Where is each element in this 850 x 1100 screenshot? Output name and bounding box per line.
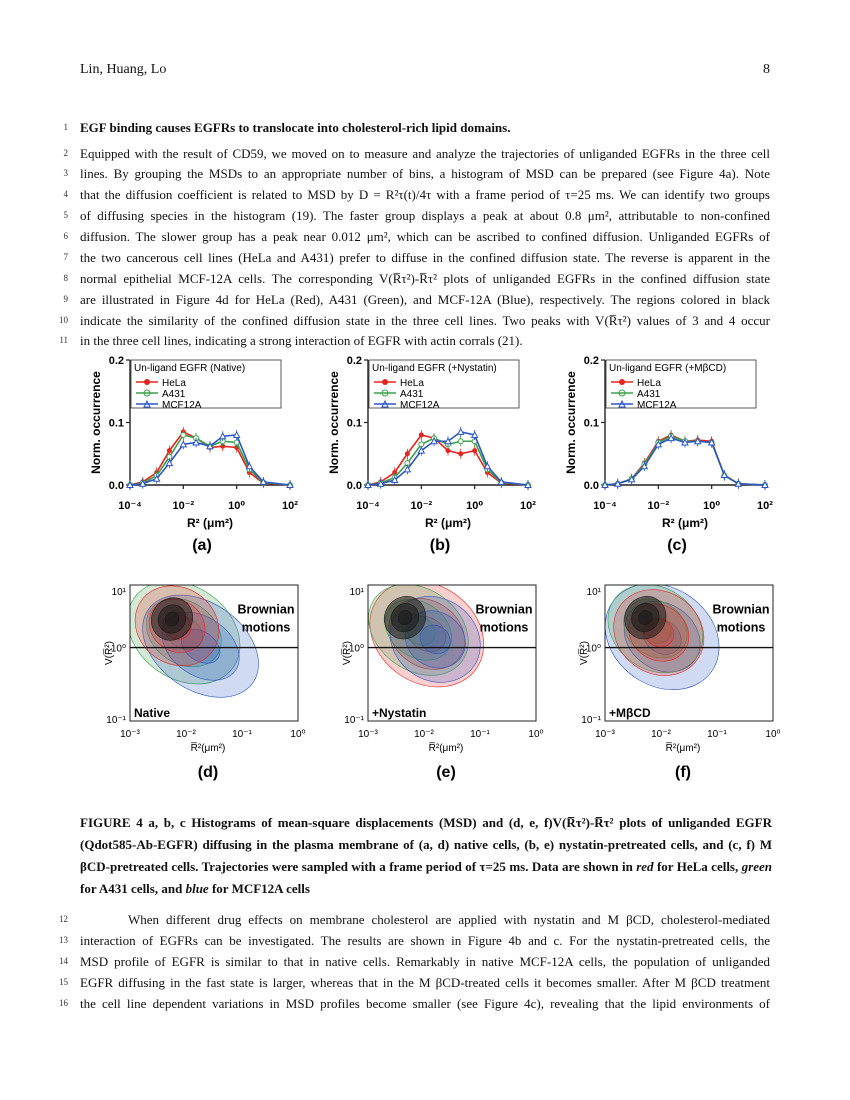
data-point [181,433,186,438]
x-tick-label: 10⁻⁴ [593,500,617,512]
text-line: are illustrated in Figure 4d for HeLa (Red), A431 (Green), and MCF-12A (Blue), respectively. The regions colored in black [80,292,770,307]
text-line: Equipped with the result of CD59, we moved on to measure and analyze the trajectories of unliganded EGFRs in the three cell [80,146,770,161]
panel-label: (f) [675,764,691,781]
caption-blue-word: blue [185,881,209,896]
brownian-label: motions [241,620,291,635]
x-tick-label: 10⁰ [528,729,544,740]
panel-label: (e) [436,764,456,781]
text-line: MSD profile of EGFR is similar to that in native cells. Remarkably in native MCF-12A cells, the population of unliganded [80,954,770,969]
text-line: in the three cell lines, indicating a strong interaction of EGFR with actin corrals (21). [80,333,523,348]
figure-4-svg [78,350,781,790]
line-number: 13 [59,935,68,945]
y-tick-label: 0.0 [583,480,599,492]
y-tick-label: 10⁻¹ [106,715,126,726]
y-tick-label: 10⁰ [348,643,364,655]
y-tick-label: 0.2 [583,355,599,367]
x-tick-label: 10⁻¹ [470,729,490,740]
line-number: 11 [59,335,68,345]
caption-green-word: green [741,859,772,874]
y-axis-label: V(R̅²) [104,641,115,665]
y-axis-label: Norm. occurrence [89,371,103,474]
x-axis-label: R̅²(μm²) [665,743,701,754]
panel-label: (d) [197,764,219,781]
caption-text: for A431 cells, and [80,881,186,896]
panel-title: Un-ligand EGFR (+MβCD) [609,363,727,374]
brownian-label: Brownian [712,602,770,617]
legend-marker [144,379,150,385]
x-tick-label: 10⁻¹ [232,729,252,740]
data-point [458,451,463,456]
legend-marker [382,379,388,385]
y-tick-label: 10¹ [111,587,126,598]
y-axis-label: V(R̅²) [342,641,353,665]
line-number: 10 [59,315,68,325]
line-number: 16 [59,998,68,1008]
caption-text: for MCF12A cells [208,881,310,896]
x-axis-label: R² (μm²) [662,516,708,530]
y-tick-label: 0.0 [346,480,362,492]
x-tick-label: 10⁰ [228,500,246,512]
text-line: of diffusing species in the histogram (19). The faster group displays a peak at about 0.8 μm², attributable to non-confined [80,208,770,223]
legend-label: MCF12A [400,400,440,411]
x-tick-label: 10⁰ [290,729,306,740]
x-tick-label: 10² [520,500,536,512]
legend-marker [619,379,625,385]
legend-label: HeLa [637,378,661,389]
text-line: EGFR diffusing in the fast state is larger, whereas that in the M βCD-treated cells it becomes smaller. After M βCD treatment [80,975,770,990]
brownian-label: Brownian [237,602,295,617]
data-point [419,433,424,438]
legend-label: A431 [162,389,186,400]
x-tick-label: 10⁻¹ [707,729,727,740]
y-axis-label: V(R̅²) [579,641,590,665]
x-tick-label: 10² [757,500,773,512]
caption-lead: FIGURE 4 a, b, c Histograms of mean-square displacements (MSD) and (d, e, f)V(R̅τ²)-R̅τ² plots of unliganded EGFR (Qdot585-Ab-EGFR) diffusing in the plasma membrane of (a, d) native cells, (b, e) nystatin-pretreated cells, and (c, f) M βCD-pretreated cells. Trajectories were sampled with a frame period of τ=25 ms. Data are shown in [80,815,772,874]
brownian-label: motions [479,620,529,635]
x-axis-label: R² (μm²) [425,516,471,530]
text-line: normal epithelial MCF-12A cells. The corresponding V(R̅τ²)-R̅τ² plots of unliganded EGFRs in the confined diffusion state [80,271,770,286]
line-number: 9 [63,294,68,304]
data-point [472,448,477,453]
y-tick-label: 0.1 [583,417,599,430]
legend-label: A431 [400,389,424,400]
x-tick-label: 10⁻² [410,500,433,512]
x-tick-label: 10⁻³ [120,729,140,740]
treatment-label: +MβCD [609,706,651,720]
page-number: 8 [763,62,770,77]
line-number: 6 [63,231,68,241]
line-number: 8 [63,273,68,283]
y-tick-label: 0.0 [108,480,124,492]
line-number: 4 [63,189,68,199]
figure-4 [78,350,781,790]
panel-title: Un-ligand EGFR (Native) [134,363,246,374]
text-line: When different drug effects on membrane cholesterol are applied with nystatin and M βCD, cholesterol-mediated [128,912,770,927]
line-number: 12 [59,914,68,924]
x-tick-label: 10⁰ [466,500,484,512]
x-tick-label: 10⁻² [176,729,196,740]
panel-label: (a) [192,537,212,554]
y-tick-label: 10⁰ [110,643,126,655]
data-point [458,439,463,444]
y-tick-label: 10¹ [349,587,364,598]
x-axis-label: R̅²(μm²) [428,743,464,754]
y-tick-label: 0.1 [108,417,124,430]
y-tick-label: 10¹ [586,587,601,598]
data-point [405,451,410,456]
contour-region [584,562,739,712]
brownian-label: Brownian [475,602,533,617]
y-axis-label: Norm. occurrence [327,371,341,474]
line-number: 3 [63,168,68,178]
x-tick-label: 10⁻⁴ [356,500,380,512]
legend-label: MCF12A [637,400,677,411]
y-tick-label: 0.2 [108,355,124,367]
line-number: 7 [63,252,68,262]
text-line: the two cancerous cell lines (HeLa and A431) prefer to diffuse in the confined diffusion state. The reverse is apparent in the [80,250,770,265]
running-authors: Lin, Huang, Lo [80,62,167,77]
x-tick-label: 10⁻² [172,500,195,512]
x-tick-label: 10⁻² [651,729,671,740]
y-tick-label: 0.1 [346,417,362,430]
treatment-label: Native [134,706,171,720]
section-heading: EGF binding causes EGFRs to translocate into cholesterol-rich lipid domains. [80,120,511,135]
x-axis-label: R² (μm²) [187,516,233,530]
text-line: that the diffusion coefficient is related to MSD by D = R²τ(t)/4τ with a frame period of τ=25 ms. We can identify two groups [80,187,770,202]
x-tick-label: 10⁻⁴ [118,500,142,512]
y-tick-label: 10⁻¹ [581,715,601,726]
x-tick-label: 10⁰ [703,500,721,512]
x-tick-label: 10⁻³ [595,729,615,740]
text-line: interaction of EGFRs can be investigated. The results are shown in Figure 4b and c. For the nystatin-pretreated cells, the [80,933,770,948]
x-tick-label: 10⁻³ [358,729,378,740]
text-line: indicate the similarity of the confined diffusion state in the three cell lines. Two peaks with V(R̅τ²) values of 3 and 4 occur [80,313,770,328]
brownian-label: motions [716,620,766,635]
contour-region [108,560,278,718]
treatment-label: +Nystatin [372,706,427,720]
text-line: the cell line dependent variations in MSD profiles become smaller (see Figure 4c), revealing that the lipid environments of [80,996,770,1011]
y-axis-label: Norm. occurrence [564,371,578,474]
x-tick-label: 10⁻² [414,729,434,740]
y-tick-label: 0.2 [346,355,362,367]
x-tick-label: 10⁻² [647,500,670,512]
text-line: lines. By grouping the MSDs to an appropriate number of bins, a histogram of MSD can be prepared (see Figure 4a). Note [80,166,770,181]
legend-label: MCF12A [162,400,202,411]
x-tick-label: 10⁰ [765,729,781,740]
line-number: 14 [59,956,68,966]
legend-label: HeLa [162,378,186,389]
y-tick-label: 10⁻¹ [344,715,364,726]
panel-label: (b) [429,537,451,554]
figure-caption [80,812,772,900]
y-tick-label: 10⁰ [585,643,601,655]
line-number: 15 [59,977,68,987]
x-axis-label: R̅²(μm²) [190,743,226,754]
legend-label: HeLa [400,378,424,389]
panel-label: (c) [667,537,687,554]
legend-label: A431 [637,389,661,400]
text-line: diffusion. The slower group has a peak near 0.012 μm², which can be ascribed to confined diffusion. Unliganded EGFRs of [80,229,770,244]
panel-title: Un-ligand EGFR (+Nystatin) [372,363,497,374]
line-number: 5 [63,210,68,220]
line-number: 2 [63,148,68,158]
caption-red-word: red [636,859,654,874]
caption-text: for HeLa cells, [653,859,742,874]
line-number: 1 [63,122,68,132]
x-tick-label: 10² [282,500,298,512]
